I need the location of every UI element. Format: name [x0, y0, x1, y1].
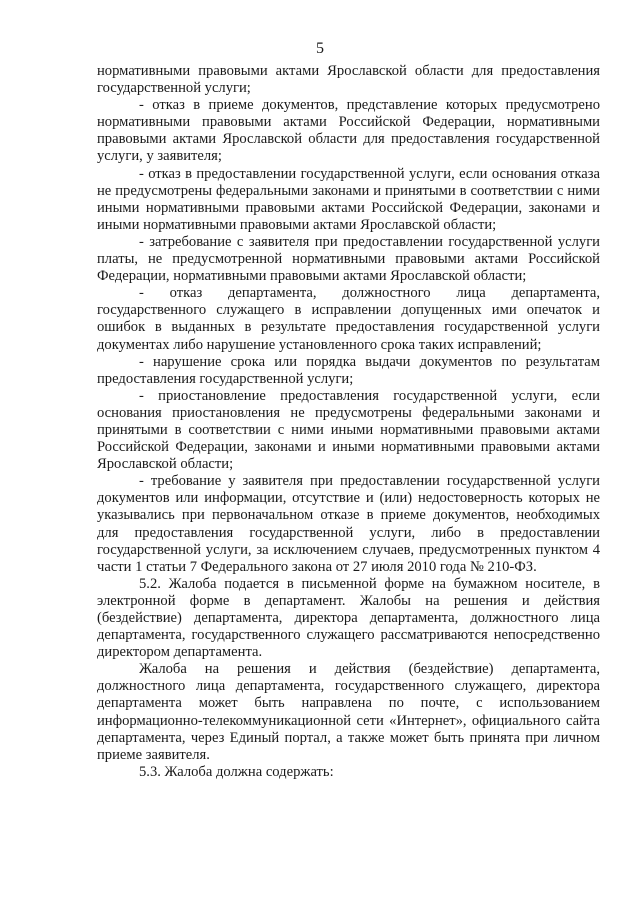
- paragraph: - отказ в предоставлении государственной услуги, если основания отказа не предусмотрены федеральными законами и принятыми в соответствии с ними иными нормативными правовыми актами Российской Федерации, законами и иными нормативными правовыми актами Ярославской области;: [97, 165, 600, 233]
- paragraph: 5.2. Жалоба подается в письменной форме на бумажном носителе, в электронной форме в департамент. Жалобы на решения и действия (бездействие) департамента, директора департамента, должностного лица департамента, государственного служащего рассматриваются непосредственно директором департамента.: [97, 575, 600, 661]
- paragraph: Жалоба на решения и действия (бездействие) департамента, должностного лица департамента, государственного служащего, директора департамента может быть направлена по почте, с использованием информационно-телекоммуникационной сети «Интернет», официального сайта департамента, через Единый портал, а также может быть принята при личном приеме заявителя.: [97, 661, 600, 763]
- paragraph: - отказ департамента, должностного лица департамента, государственного служащего в исправлении допущенных ими опечаток и ошибок в выданных в результате предоставления государственной услуги документах либо нарушение установленного срока таких исправлений;: [97, 285, 600, 353]
- page-number: 5: [316, 40, 324, 57]
- paragraph: - отказ в приеме документов, представление которых предусмотрено нормативными правовыми актами Российской Федерации, нормативными правовыми актами Ярославской области для предоставления государственной услуги, у заявителя;: [97, 97, 600, 165]
- paragraph: нормативными правовыми актами Ярославской области для предоставления государственной услуги;: [97, 63, 600, 97]
- document-body: [97, 63, 600, 781]
- paragraph: - требование у заявителя при предоставлении государственной услуги документов или информации, отсутствие и (или) недостоверность которых не указывались при первоначальном отказе в приеме документов, необходимых для предоставления государственной услуги, либо в предоставлении государственной услуги, за исключением случаев, предусмотренных пунктом 4 части 1 статьи 7 Федерального закона от 27 июля 2010 года № 210-ФЗ.: [97, 473, 600, 575]
- paragraph: - нарушение срока или порядка выдачи документов по результатам предоставления государственной услуги;: [97, 353, 600, 387]
- paragraph: - приостановление предоставления государственной услуги, если основания приостановления не предусмотрены федеральными законами и принятыми в соответствии с ними иными нормативными правовыми актами Российской Федерации, законами и иными нормативными правовыми актами Ярославской области;: [97, 387, 600, 473]
- paragraph: 5.3. Жалоба должна содержать:: [139, 763, 334, 780]
- paragraph: - затребование с заявителя при предоставлении государственной услуги платы, не предусмотренной нормативными правовыми актами Российской Федерации, нормативными правовыми актами Ярославской области;: [97, 233, 600, 285]
